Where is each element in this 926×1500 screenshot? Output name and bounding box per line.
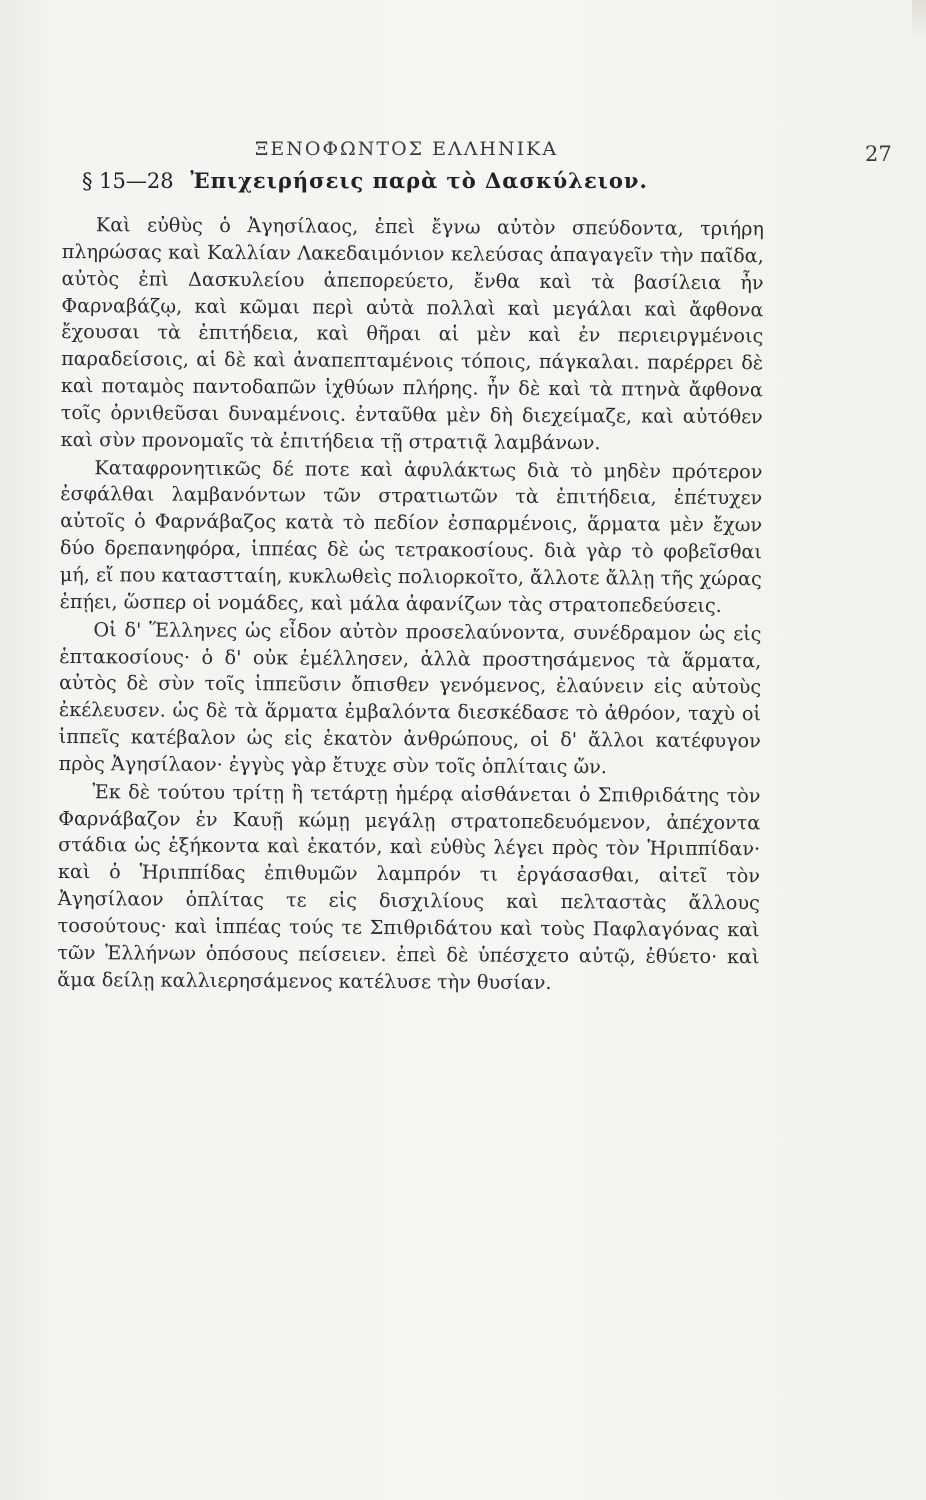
running-head: ΞΕΝΟΦΩΝΤΟΣ ΕΛΛΗΝΙΚΑ: [255, 138, 559, 160]
section-title: Ἐπιχειρήσεις παρὰ τὸ Δασκύλειον.: [190, 168, 648, 193]
paragraph-1: Καὶ εὐθὺς ὁ Ἀγησίλαος, ἐπεὶ ἔγνω αὐτὸν σπεύδοντα, τριήρη πληρώσας καὶ Καλλίαν Λακεδαιμόνιον κελεύσας ἀπαγαγεῖν τὴν παῖδα, αὐτὸς ἐπὶ Δασκυλείου ἀπεπορεύετο, ἔνθα καὶ τὰ βασίλεια ἦν Φαρναβάζῳ, καὶ κῶμαι περὶ αὐτὰ πολλαὶ καὶ μεγάλαι καὶ ἄφθονα ἔχουσαι τὰ ἐπιτήδεια, καὶ θῆραι αἱ μὲν καὶ ἐν περιειργμένοις παραδείσοις, αἱ δὲ καὶ ἀναπεπταμένοις τόποις, πάγκαλαι. παρέρρει δὲ καὶ ποταμὸς παντοδαπῶν ἰχθύων πλήρης. ἦν δὲ καὶ τὰ πτηνὰ ἄφθονα τοῖς ὀρνιθεῦσαι δυναμένοις. ἐνταῦθα μὲν δὴ διεχείμαζε, καὶ αὐτόθεν καὶ σὺν προνομαῖς τὰ ἐπιτήδεια τῇ στρατιᾷ λαμβάνων.: [60, 213, 764, 455]
page-edge-shadow: [912, 0, 926, 40]
paragraph-3: Οἱ δ' Ἕλληνες ὡς εἶδον αὐτὸν προσελαύνοντα, συνέδραμον ὡς εἰς ἑπτακοσίους· ὁ δ' οὐκ ἐμέλλησεν, ἀλλὰ προστησάμενος τὰ ἅρματα, αὐτὸς δὲ σὺν τοῖς ἱππεῦσιν ὄπισθεν γενόμενος, ἐλαύνειν εἰς αὐτοὺς ἐκέλευσεν. ὡς δὲ τὰ ἅρματα ἐμβαλόντα διεσκέδασε τὸ ἀθρόον, ταχὺ οἱ ἱππεῖς κατέβαλον ὡς εἰς ἑκατὸν ἀνθρώπους, οἱ δ' ἄλλοι κατέφυγον πρὸς Ἀγησίλαον· ἐγγὺς γὰρ ἔτυχε σὺν τοῖς ὁπλίταις ὤν.: [58, 617, 762, 779]
page-number: 27: [865, 142, 892, 166]
paragraph-4: Ἐκ δὲ τούτου τρίτῃ ἢ τετάρτῃ ἡμέρᾳ αἰσθάνεται ὁ Σπιθριδάτης τὸν Φαρνάβαζον ἐν Καυῇ κώμῃ μεγάλῃ στρατοπεδευόμενον, ἀπέχοντα στάδια ὡς ἑξήκοντα καὶ ἑκατόν, καὶ εὐθὺς λέγει πρὸς τὸν Ἡριππίδαν· καὶ ὁ Ἡριππίδας ἐπιθυμῶν λαμπρόν τι ἐργάσασθαι, αἰτεῖ τὸν Ἀγησίλαον ὁπλίτας τε εἰς δισχιλίους καὶ πελταστὰς ἄλλους τοσούτους· καὶ ἱππέας τούς τε Σπιθριδάτου καὶ τοὺς Παφλαγόνας καὶ τῶν Ἑλλήνων ὁπόσους πείσειεν. ἐπεὶ δὲ ὑπέσχετο αὐτῷ, ἐθύετο· καὶ ἅμα δείλῃ καλλιερησάμενος κατέλυσε τὴν θυσίαν.: [57, 779, 761, 994]
paragraph-2: Καταφρονητικῶς δέ ποτε καὶ ἀφυλάκτως διὰ τὸ μηδὲν πρότερον ἐσφάλθαι λαμβανόντων τῶν στρατιωτῶν τὰ ἐπιτήδεια, ἐπέτυχεν αὐτοῖς ὁ Φαρνάβαζος κατὰ τὸ πεδίον ἐσπαρμένοις, ἅρματα μὲν ἔχων δύο δρεπανηφόρα, ἱππέας δὲ ὡς τετρακοσίους. διὰ γὰρ τὸ φοβεῖσθαι μή, εἴ που καταστταίη, κυκλωθεὶς πολιορκοῖτο, ἄλλοτε ἄλλῃ τῆς χώρας ἐπῄει, ὥσπερ οἱ νομάδες, καὶ μάλα ἀφανίζων τὰς στρατοπεδεύσεις.: [59, 455, 763, 617]
section-heading: [82, 168, 782, 193]
body-text: [57, 212, 764, 998]
section-number: § 15—28: [82, 169, 174, 193]
